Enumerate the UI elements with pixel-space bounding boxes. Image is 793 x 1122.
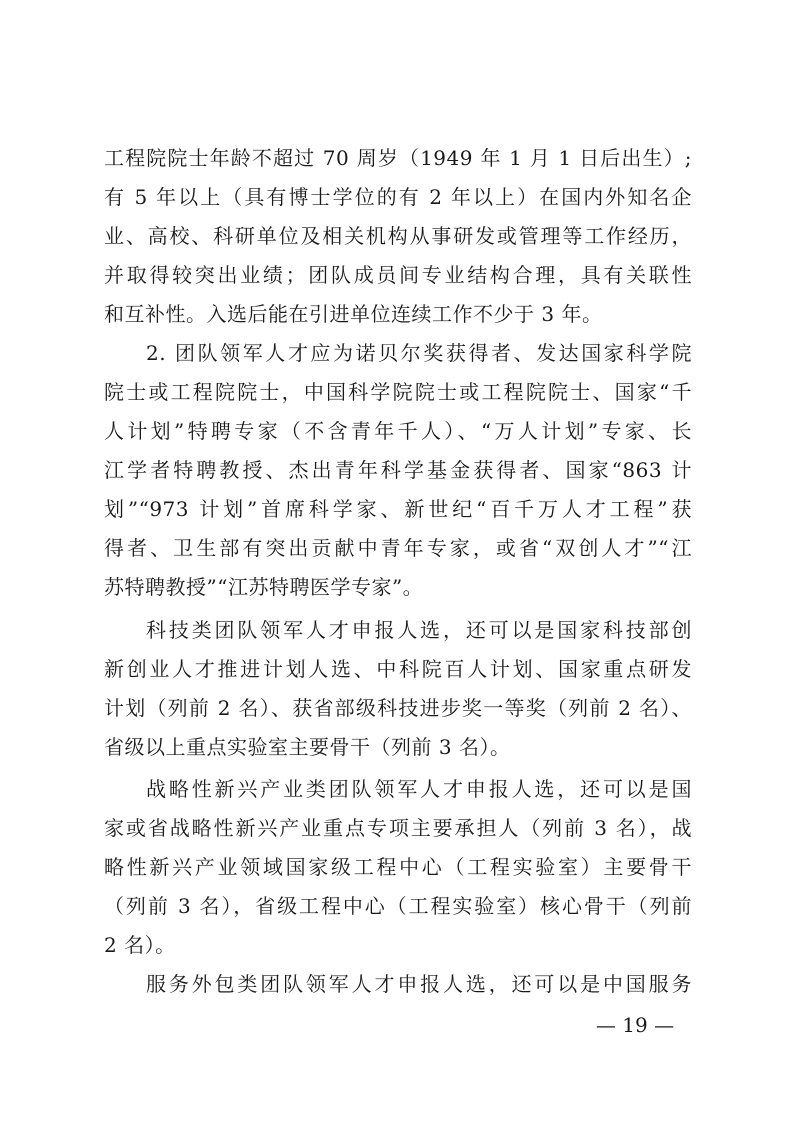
text-line: 服务外包类团队领军人才申报人选，还可以是中国服务 <box>146 972 692 996</box>
text-line: 和互补性。入选后能在引进单位连续工作不少于 3 年。 <box>104 302 603 326</box>
text-line: 科技类团队领军人才申报人选，还可以是国家科技部创 <box>146 618 692 642</box>
text-line: 业、高校、科研单位及相关机构从事研发或管理等工作经历， <box>104 224 692 248</box>
text-line: 新创业人才推进计划人选、中科院百人计划、国家重点研发 <box>104 657 692 681</box>
text-line: 略性新兴产业领域国家级工程中心（工程实验室）主要骨干 <box>104 855 692 879</box>
text-line: 工程院院士年龄不超过 70 周岁（1949 年 1 月 1 日后出生）; <box>104 146 692 170</box>
text-line: 家或省战略性新兴产业重点专项主要承担人（列前 3 名），战 <box>104 816 692 840</box>
text-line: 划”“973 计划”首席科学家、新世纪“百千万人才工程”获 <box>104 497 692 521</box>
text-line: （列前 3 名），省级工程中心（工程实验室）核心骨干（列前 <box>104 894 692 918</box>
text-line: 2 名）。 <box>104 933 176 957</box>
text-line: 2. 团队领军人才应为诺贝尔奖获得者、发达国家科学院 <box>146 341 692 365</box>
text-line: 省级以上重点实验室主要骨干（列前 3 名）。 <box>104 735 511 759</box>
text-line: 计划（列前 2 名）、获省部级科技进步奖一等奖（列前 2 名）、 <box>104 696 692 720</box>
text-line: 并取得较突出业绩；团队成员间专业结构合理，具有关联性 <box>104 263 692 287</box>
text-line: 苏特聘教授”“江苏特聘医学专家”。 <box>104 575 424 599</box>
text-line: 得者、卫生部有突出贡献中青年专家，或省“双创人才”“江 <box>104 536 692 560</box>
text-line: 战略性新兴产业类团队领军人才申报人选，还可以是国 <box>146 777 692 801</box>
page-number: — 19 — <box>595 1013 675 1037</box>
text-line: 江学者特聘教授、杰出青年科学基金获得者、国家“863 计 <box>104 458 692 482</box>
text-line: 院士或工程院院士，中国科学院院士或工程院院士、国家“千 <box>104 380 692 404</box>
text-line: 人计划”特聘专家（不含青年千人）、“万人计划”专家、长 <box>104 419 692 443</box>
text-line: 有 5 年以上（具有博士学位的有 2 年以上）在国内外知名企 <box>104 185 692 209</box>
